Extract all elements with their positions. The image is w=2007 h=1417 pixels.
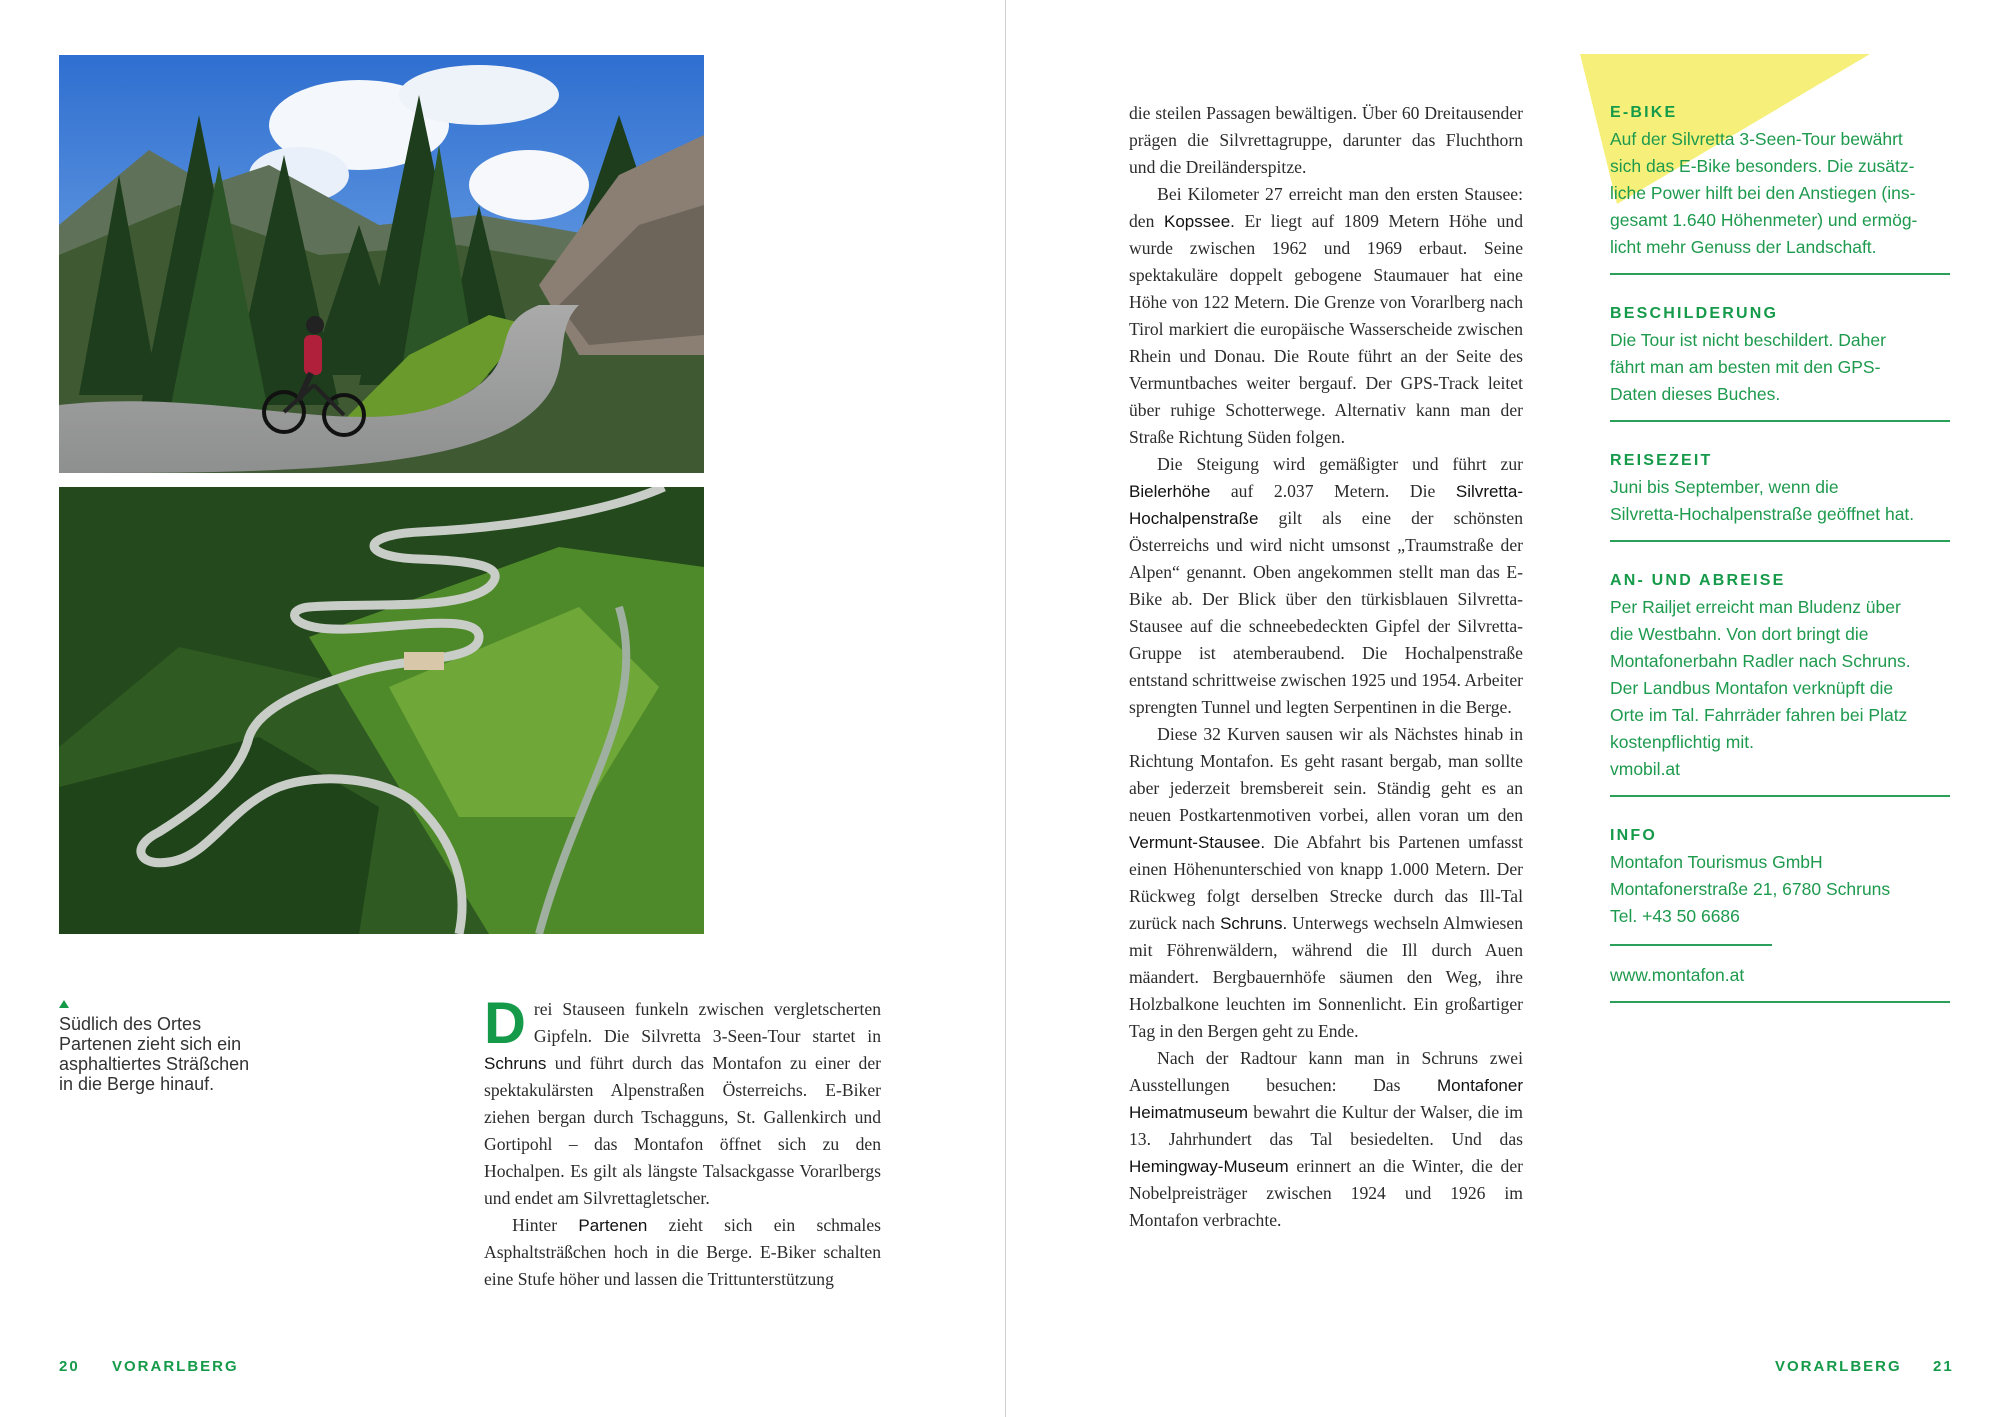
- drop-cap: D: [484, 991, 526, 1056]
- text-run: gilt als eine der schönsten Österreichs und wird nicht umsonst „Traumstraße der Alpen“ genannt. Oben angekommen stellt man das E-Bike ab. Der Blick über den türkisblauen Silvretta-Stausee auf die schneebedeckten Gipfel der Silvretta-Gruppe ist atemberaubend. Die Hochalpenstraße entstand schrittweise zwischen 1925 und 1954. Arbeiter sprengten Tunnel und legten Serpentinen in die Berge.: [1129, 508, 1523, 717]
- sidebar-line: Silvretta-Hochalpenstraße geöffnet hat.: [1610, 504, 1915, 524]
- sidebar-heading: E-BIKE: [1610, 104, 1678, 121]
- caption-line: Partenen zieht sich ein: [59, 1034, 242, 1054]
- caption-line: Südlich des Ortes: [59, 1014, 202, 1034]
- sidebar-line: Tel. +43 50 6686: [1610, 906, 1740, 926]
- sidebar-text: [1610, 594, 1950, 783]
- sidebar-heading: AN- UND ABREISE: [1610, 572, 1786, 589]
- photo-cyclist-image: [59, 55, 704, 473]
- sidebar-line: gesamt 1.640 Höhenmeter) und ermög-: [1610, 210, 1918, 230]
- info-sidebar: [1610, 104, 1950, 1003]
- sidebar-text: [1610, 126, 1950, 261]
- sidebar-line: Die Tour ist nicht beschildert. Daher: [1610, 330, 1886, 350]
- text-run: Diese 32 Kurven sausen wir als Nächstes hinab in Richtung Montafon. Es geht rasant bergab, man sollte aber jederzeit bremsbereit sein. Ständig geht es an neuen Postkartenmotiven vorbei, allen voran um den: [1129, 724, 1523, 825]
- place-name: Vermunt-Stausee.: [1129, 833, 1266, 852]
- text-run: Bei Kilometer 27 erreicht man den ersten Stausee: den: [1129, 184, 1523, 231]
- sidebar-line: Montafon Tourismus GmbH: [1610, 852, 1823, 872]
- photo-serpentine-image: [59, 487, 704, 934]
- sidebar-line: sich das E-Bike besonders. Die zusätz-: [1610, 156, 1915, 176]
- sidebar-line: Orte im Tal. Fahrräder fahren bei Platz: [1610, 705, 1908, 725]
- caption-line: asphaltiertes Sträßchen: [59, 1054, 250, 1074]
- section-label-right: VORARLBERG: [1775, 1358, 1902, 1375]
- place-name: Schruns.: [1220, 914, 1288, 933]
- sidebar-line: fährt man am besten mit den GPS-: [1610, 357, 1881, 377]
- sidebar-line: Montafonerbahn Radler nach Schruns.: [1610, 651, 1911, 671]
- body-paragraph: [1129, 721, 1523, 1045]
- sidebar-line: Auf der Silvretta 3-Seen-Tour bewährt: [1610, 129, 1903, 149]
- body-paragraph: [484, 1212, 881, 1293]
- sidebar-line: Der Landbus Montafon verknüpft die: [1610, 678, 1894, 698]
- text-run: Er liegt auf 1809 Metern Höhe und wurde zwischen 1962 und 1969 erbaut. Seine spektakuläre doppelt gebogene Staumauer hat eine Höhe von 122 Metern. Die Grenze von Vorarlberg nach Tirol markiert die europäische Wasserscheide zwischen Rhein und Donau. Die Route führt an der Seite des Vermuntbaches weiter bergauf. Der GPS-Track leitet über ruhige Schotterwege. Alternativ kann man der Straße Richtung Süden folgen.: [1129, 211, 1523, 447]
- text-run: auf 2.037 Metern. Die: [1210, 481, 1456, 501]
- sidebar-section-reisezeit: [1610, 452, 1950, 542]
- sidebar-line: kostenpflichtig mit.: [1610, 732, 1754, 752]
- place-name: Kopssee.: [1164, 212, 1235, 231]
- section-label-left: VORARLBERG: [112, 1358, 239, 1375]
- sidebar-heading: BESCHILDERUNG: [1610, 305, 1779, 322]
- body-paragraph: [1129, 451, 1523, 721]
- text-run: zieht sich ein schmales Asphaltsträßchen hoch in die Berge. E-Biker schalten eine Stufe höher und lassen die Trittunterstützung: [484, 1215, 881, 1289]
- text-run: Nach der Radtour kann man in Schruns zwei Ausstellungen besuchen: Das: [1129, 1048, 1523, 1095]
- sidebar-line: Juni bis September, wenn die: [1610, 477, 1839, 497]
- vmobil-link[interactable]: vmobil.at: [1610, 759, 1681, 779]
- caption-up-arrow-icon: [59, 1000, 69, 1008]
- info-divider: [1610, 944, 1772, 946]
- sidebar-line: Per Railjet erreicht man Bludenz über: [1610, 597, 1901, 617]
- sidebar-text: [1610, 849, 1950, 930]
- caption-line: in die Berge hinauf.: [59, 1074, 215, 1094]
- text-run: rei Stauseen funkeln zwischen vergletscherten Gipfeln. Die Silvretta 3-Seen-Tour startet in: [533, 999, 881, 1046]
- page-number-left: 20: [59, 1358, 80, 1375]
- place-name: Bielerhöhe: [1129, 482, 1211, 501]
- place-name: Montafoner Heimatmuseum: [1129, 1076, 1523, 1122]
- sidebar-section-info: [1610, 827, 1950, 1003]
- sidebar-line: Daten dieses Buches.: [1610, 384, 1781, 404]
- body-paragraph: [1129, 181, 1523, 451]
- sidebar-section-anreise: [1610, 572, 1950, 797]
- sidebar-line: licht mehr Genuss der Landschaft.: [1610, 237, 1877, 257]
- sidebar-line: die Westbahn. Von dort bringt die: [1610, 624, 1869, 644]
- place-name: Hemingway-Museum: [1129, 1157, 1289, 1176]
- sidebar-text: [1610, 474, 1950, 528]
- photo-cyclist: [59, 55, 704, 473]
- text-run: bewahrt die Kultur der Walser, die im 13. Jahrhundert das Tal besiedelten. Und das: [1129, 1102, 1523, 1149]
- photo-caption: [59, 1000, 289, 1094]
- text-run: Die Abfahrt bis Partenen umfasst einen Höhenunterschied von knapp 1.000 Metern. Der Rückweg folgt derselben Strecke durch das Ill-Tal zurück nach: [1129, 832, 1523, 933]
- text-run: Unterwegs wechseln Almwiesen mit Föhrenwäldern, während die Ill durch Auen mäandert. Bergbauernhöfe säumen den Weg, ihre Holzbalkone leuchten im Sonnenlicht. Ein großartiger Tag in den Bergen geht zu Ende.: [1129, 913, 1523, 1041]
- sidebar-line: liche Power hilft bei den Anstiegen (ins-: [1610, 183, 1916, 203]
- text-run: Hinter: [512, 1215, 579, 1235]
- place-name: Schruns: [484, 1054, 547, 1073]
- sidebar-line: Montafonerstraße 21, 6780 Schruns: [1610, 879, 1891, 899]
- sidebar-heading: REISEZEIT: [1610, 452, 1713, 469]
- text-run: Die Steigung wird gemäßigter und führt zur: [1157, 454, 1523, 474]
- sidebar-heading: INFO: [1610, 827, 1658, 844]
- body-column-right: [1129, 100, 1523, 1234]
- body-paragraph: [1129, 1045, 1523, 1234]
- sidebar-text: [1610, 327, 1950, 408]
- place-name: Partenen: [578, 1216, 648, 1235]
- montafon-website-link[interactable]: www.montafon.at: [1610, 962, 1950, 1003]
- sidebar-section-beschilderung: [1610, 305, 1950, 422]
- body-paragraph: die steilen Passagen bewältigen. Über 60 Dreitausender prägen die Silvrettagruppe, darunter das Fluchthorn und die Dreiländerspitze.: [1129, 103, 1523, 177]
- page-gutter: [1005, 0, 1006, 1417]
- sidebar-section-ebike: [1610, 104, 1950, 275]
- text-run: erinnert an die Winter, die der Nobelpreisträger zwischen 1924 und 1926 im Montafon verbrachte.: [1129, 1156, 1523, 1230]
- place-name: Silvretta-Hochalpenstraße: [1129, 482, 1523, 528]
- page-number-right: 21: [1933, 1358, 1954, 1375]
- body-paragraph: [484, 991, 881, 1212]
- body-column-left: [484, 991, 881, 1293]
- photo-serpentine-road: [59, 487, 704, 934]
- text-run: und führt durch das Montafon zu einer der spektakulärsten Alpenstraßen Österreichs. E-Biker ziehen bergan durch Tschagguns, St. Gallenkirch und Gortipohl – das Montafon öffnet sich zu den Hochalpen. Es gilt als längste Talsackgasse Vorarlbergs und endet am Silvrettagletscher.: [484, 1053, 881, 1208]
